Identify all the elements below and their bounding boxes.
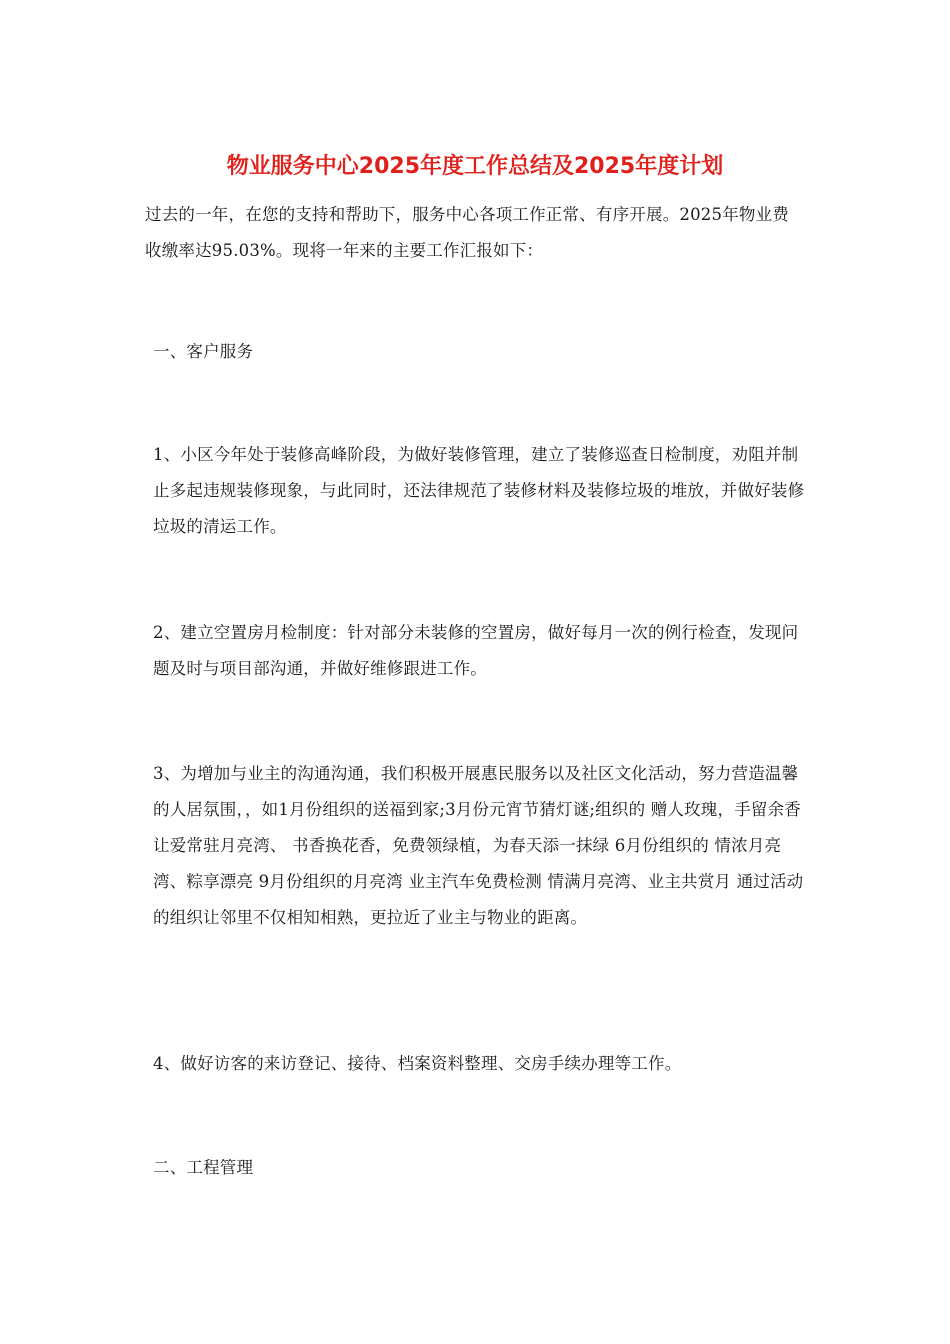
section-heading-customer-service: 一、客户服务 (153, 342, 254, 361)
paragraph-item-2: 2、建立空置房月检制度：针对部分未装修的空置房，做好每月一次的例行检查，发现问题及时与项目部沟通，并做好维修跟进工作。 (153, 623, 799, 678)
paragraph-item-3: 3、为增加与业主的沟通沟通，我们积极开展惠民服务以及社区文化活动，努力营造温馨的人居氛围，，如1月份组织的送福到家;3月份元宵节猜灯谜;组织的 赠人玫瑰，手留余香 让爱常驻月亮湾、 书香换花香，免费领绿植，为春天添一抹绿 6月份组织的 情浓月亮湾、粽享漂亮 9月份组织的月亮湾 业主汽车免费检测 情满月亮湾、业主共赏月 通过活动的组织让邻里不仅相知相熟，更拉近了业主与物业的距离。 (153, 764, 804, 927)
intro-paragraph: 过去的一年，在您的支持和帮助下，服务中心各项工作正常、有序开展。2025年物业费收缴率达95.03%。现将一年来的主要工作汇报如下： (145, 205, 789, 260)
paragraph-item-1: 1、小区今年处于装修高峰阶段，为做好装修管理，建立了装修巡查日检制度，劝阻并制止多起违规装修现象，与此同时，还法律规范了装修材料及装修垃圾的堆放，并做好装修垃圾的清运工作。 (153, 445, 805, 536)
document-title: 物业服务中心2025年度工作总结及2025年度计划 (226, 154, 724, 179)
section-heading-engineering: 二、工程管理 (153, 1158, 254, 1177)
paragraph-item-4: 4、做好访客的来访登记、接待、档案资料整理、交房手续办理等工作。 (153, 1054, 682, 1073)
